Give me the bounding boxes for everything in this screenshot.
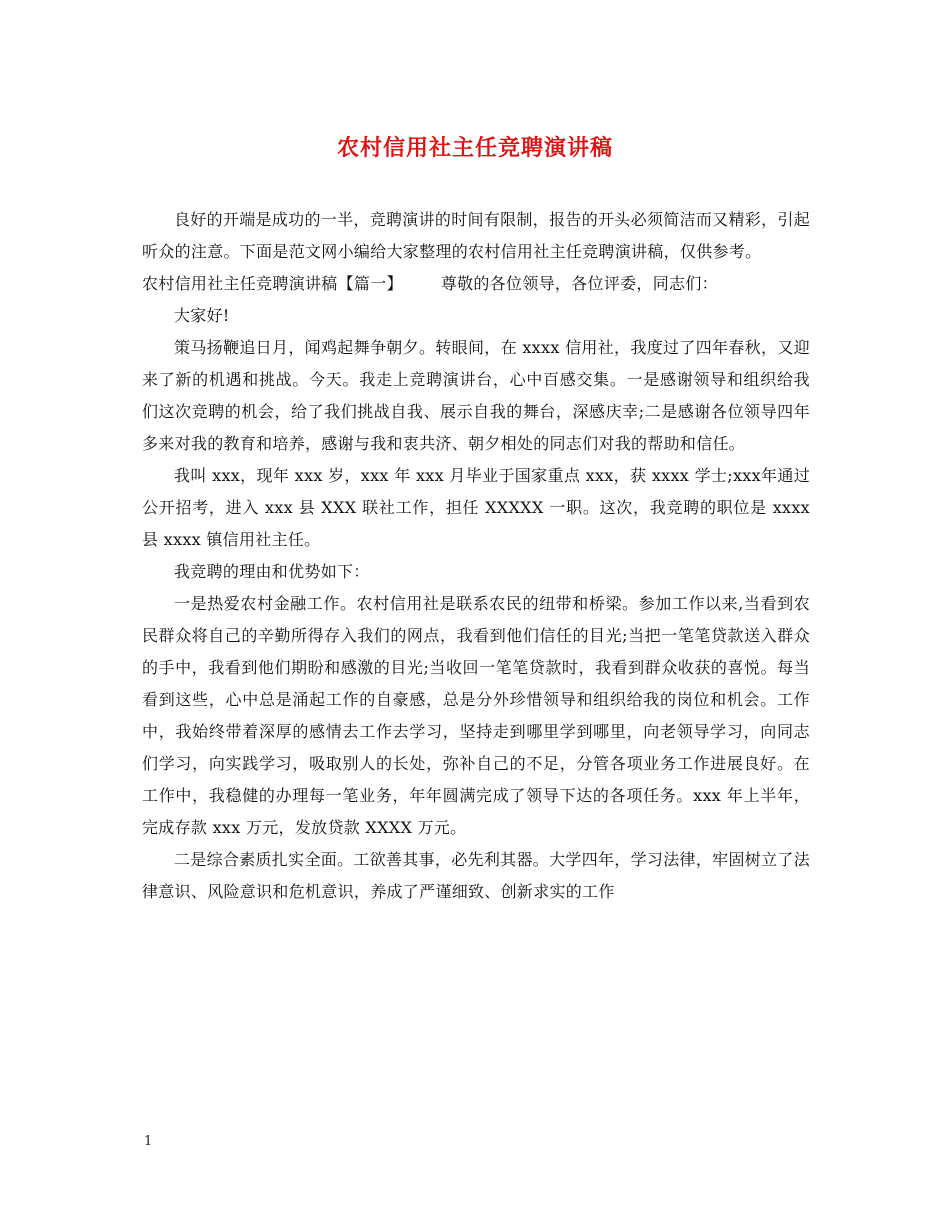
document-body (142, 204, 810, 908)
body-paragraph: 我竞聘的理由和优势如下： (174, 562, 370, 581)
body-paragraph: 我叫 xxx，现年 xxx 岁，xxx 年 xxx 月毕业于国家重点 xxx，获 xxxx 学士;xxx年通过公开招考，进入 xxx 县 XXX 联社工作，担任 XXXXX 一职。这次，我竞聘的职位是 xxxx 县 xxxx 镇信用社主任。 (142, 466, 810, 549)
section-heading-line (142, 268, 810, 300)
section-heading: 农村信用社主任竞聘演讲稿【篇一】 (142, 274, 403, 293)
heading-spacer (403, 268, 441, 300)
document-title: 农村信用社主任竞聘演讲稿 (336, 135, 613, 161)
body-paragraph: 二是综合素质扎实全面。工欲善其事，必先利其器。大学四年，学习法律，牢固树立了法律意识、风险意识和危机意识，养成了严谨细致、创新求实的工作 (142, 850, 810, 901)
intro-paragraph: 良好的开端是成功的一半，竞聘演讲的时间有限制，报告的开头必须简洁而又精彩，引起听众的注意。下面是范文网小编给大家整理的农村信用社主任竞聘演讲稿，仅供参考。 (142, 210, 810, 261)
body-paragraph: 一是热爱农村金融工作。农村信用社是联系农民的纽带和桥梁。参加工作以来,当看到农民群众将自己的辛勤所得存入我们的网点，我看到他们信任的目光;当把一笔笔贷款送入群众的手中，我看到他们期盼和感激的目光;当收回一笔笔贷款时，我看到群众收获的喜悦。每当看到这些，心中总是涌起工作的自豪感，总是分外珍惜领导和组织给我的岗位和机会。工作中，我始终带着深厚的感情去工作去学习，坚持走到哪里学到哪里，向老领导学习，向同志们学习，向实践学习，吸取别人的长处，弥补自己的不足，分管各项业务工作进展良好。在工作中，我稳健的办理每一笔业务，年年圆满完成了领导下达的各项任务。xxx 年上半年，完成存款 xxx 万元，发放贷款 XXXX 万元。 (142, 594, 810, 837)
page-number: 1 (144, 1134, 153, 1149)
body-paragraph: 策马扬鞭追日月，闻鸡起舞争朝夕。转眼间，在 xxxx 信用社，我度过了四年春秋，又迎来了新的机遇和挑战。今天。我走上竞聘演讲台，心中百感交集。一是感谢领导和组织给我们这次竞聘的机会，给了我们挑战自我、展示自我的舞台，深感庆幸;二是感谢各位领导四年多来对我的教育和培养，感谢与我和衷共济、朝夕相处的同志们对我的帮助和信任。 (142, 338, 810, 453)
greeting: 大家好! (174, 306, 230, 325)
salutation: 尊敬的各位领导，各位评委，同志们： (440, 274, 718, 293)
